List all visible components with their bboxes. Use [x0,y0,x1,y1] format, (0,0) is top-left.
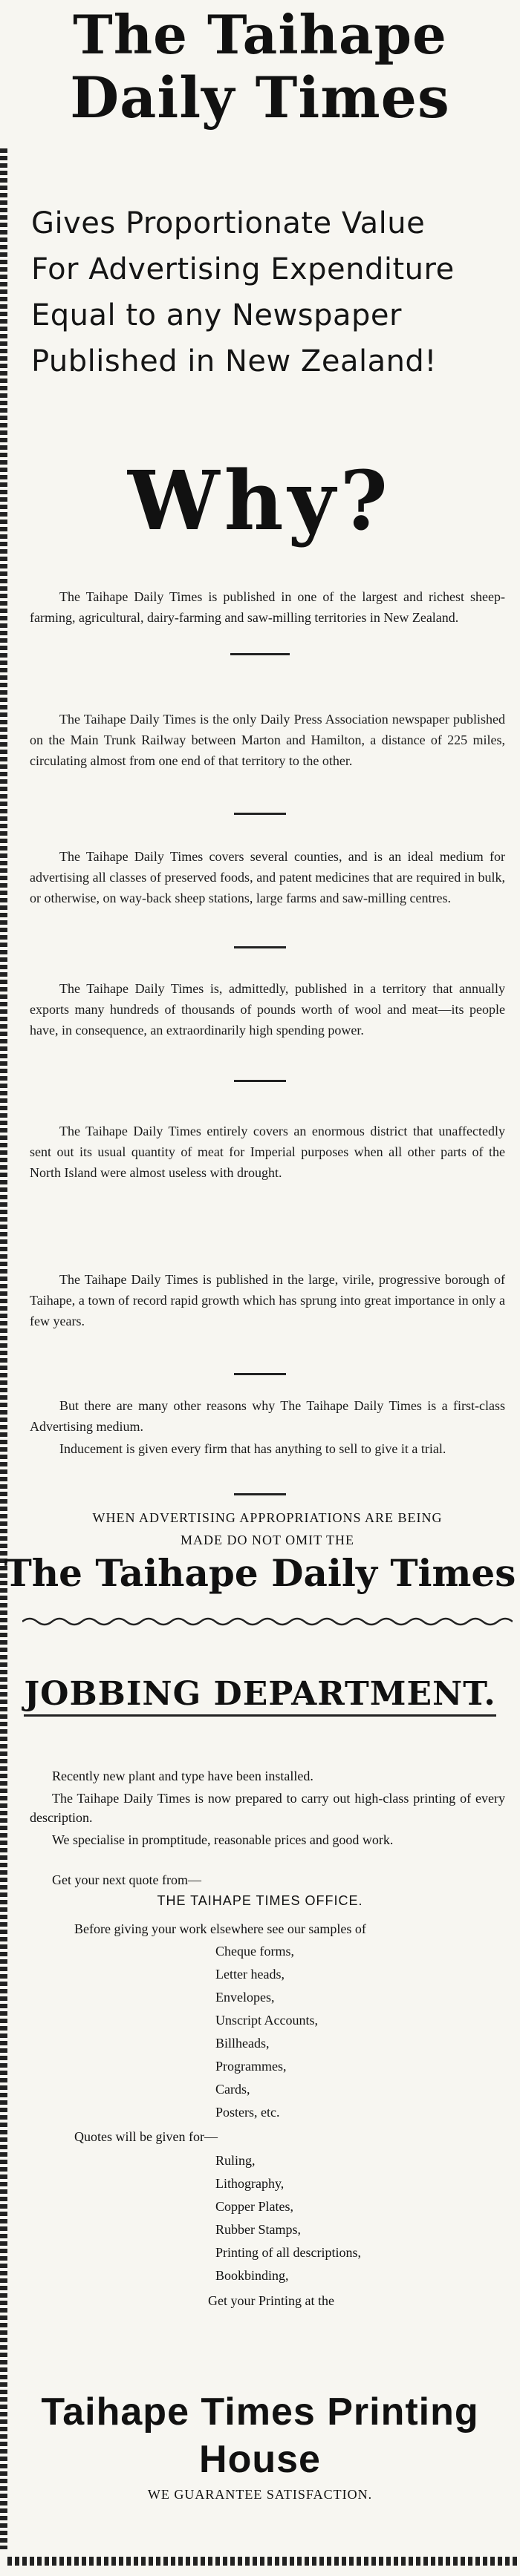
samples-intro: Before giving your work elsewhere see our samples of [74,1921,366,1936]
tagline-line: Published in New Zealand! [31,344,437,378]
appropriations-notice [30,1507,505,1551]
printing-house-name: Taihape Times Printing House [41,2390,479,2481]
inducement-paragraph: Inducement is given every firm that has anything to sell to give it a trial. [59,1441,446,1456]
samples-item: Letter heads, [215,1967,285,1982]
tagline-line: Gives Proportionate Value [31,206,426,240]
samples-item: Envelopes, [215,1990,275,2005]
samples-item: Cards, [215,2082,250,2097]
reason-paragraph: The Taihape Daily Times is, admittedly, published in a territory that annually exports many hundreds of thousands of pounds worth of wool and meat—its people have, in consequence, an extraordinarily high spending power. [30,981,505,1038]
quotes-item: Ruling, [215,2153,256,2168]
divider-rule [234,813,286,815]
tagline-line: Equal to any Newspaper [31,298,402,332]
why-heading: Why? [128,453,392,548]
guarantee-line: WE GUARANTEE SATISFACTION. [147,2487,373,2502]
other-reasons-paragraph: But there are many other reasons why The Taihape Daily Times is a first-class Advertising medium. [30,1398,505,1434]
paper-name: The Taihape Daily Times [4,1551,516,1595]
tagline-line: For Advertising Expenditure [31,252,455,286]
samples-item: Posters, etc. [215,2105,280,2120]
samples-item: Billheads, [215,2036,270,2051]
quotes-item: Rubber Stamps, [215,2222,301,2237]
reason-paragraph: The Taihape Daily Times is published in one of the largest and richest sheep-farming, agricultural, dairy-farming and saw-milling territories in New Zealand. [30,589,505,625]
jobbing-heading [0,1674,520,1715]
divider-rule [234,946,286,948]
divider-rule [234,1080,286,1082]
bottom-dotted-border [7,2557,520,2566]
divider-rule [234,1493,286,1495]
reason-paragraph: The Taihape Daily Times covers several counties, and is an ideal medium for advertising all classes of preserved foods, and patent medicines that are required in bulk, or otherwise, on way-back sheep stations, large farms and saw-milling centres. [30,849,505,905]
jobbing-paragraph: We specialise in promptitude, reasonable prices and good work. [52,1832,394,1847]
jobbing-paragraph: The Taihape Daily Times is now prepared to carry out high-class printing of every description. [30,1791,505,1825]
quotes-item: Printing of all descriptions, [215,2245,361,2260]
quotes-item: Copper Plates, [215,2199,293,2214]
jobbing-heading-text: JOBBING DEPARTMENT. [24,1675,495,1717]
reason-paragraph: The Taihape Daily Times entirely covers an enormous district that unaffectedly sent out its usual quantity of meat for Imperial purposes when all other parts of the North Island were almost useless with drought. [30,1124,505,1180]
jobbing-paragraph: Recently new plant and type have been installed. [52,1769,313,1783]
samples-item: Programmes, [215,2059,287,2074]
masthead-line-1: The Taihape [73,3,447,66]
samples-list [215,1940,318,2124]
masthead [0,4,520,131]
appropriations-line: MADE DO NOT OMIT THE [181,1533,354,1547]
reason-paragraph: The Taihape Daily Times is the only Daily Press Association newspaper published on the Main Trunk Railway between Marton and Hamilton, a distance of 225 miles, circulating almost from one end of that territory to the other. [30,712,505,768]
appropriations-line: WHEN ADVERTISING APPROPRIATIONS ARE BEING [92,1510,443,1525]
office-name: THE TAIHAPE TIMES OFFICE. [157,1893,363,1908]
tagline [31,200,507,384]
quotes-item: Bookbinding, [215,2268,289,2283]
samples-item: Unscript Accounts, [215,2013,318,2028]
quotes-item: Lithography, [215,2176,285,2191]
quotes-list [215,2149,361,2287]
reason-paragraph: The Taihape Daily Times is published in the large, virile, progressive borough of Taihape, a town of record rapid growth which has sprung into great importance in only a few years. [30,1272,505,1328]
masthead-line-2: Daily Times [70,65,450,131]
samples-item: Cheque forms, [215,1944,294,1959]
get-printing-line: Get your Printing at the [208,2293,334,2308]
quotes-intro: Quotes will be given for— [74,2129,218,2144]
divider-rule [234,1373,286,1375]
divider-rule [230,653,290,655]
jobbing-paragraph: Get your next quote from— [52,1872,201,1887]
wavy-divider [22,1614,513,1629]
